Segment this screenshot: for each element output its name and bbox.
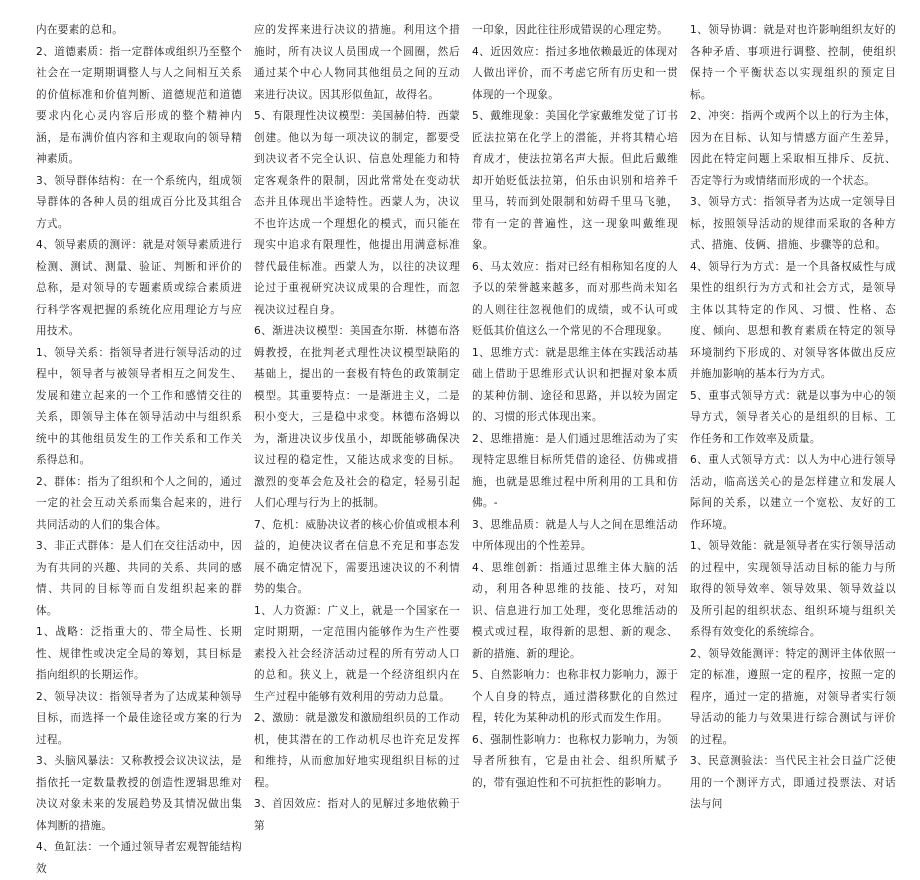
paragraph: 2、领导效能测评：特定的测评主体依照一定的标准，遵照一定的程序，按照一定的程序，通过一定的措施，对领导者实行领导活动的能力与效果进行综合测试与评价的过程。	[690, 647, 896, 746]
paragraph: 2、领导决议：指领导者为了达成某种领导目标，而选择一个最佳途径或方案的行为过程。	[36, 690, 242, 746]
paragraph: 1、人力资源：广义上，就是一个国家在一定时期期，一定范围内能够作为生产性要素投入社会经济活动过程的所有劳动人口的总和。狭义上，就是一个经济组织内在生产过程中能够有效利用的劳动力总量。	[254, 604, 460, 703]
paragraph: 3、民意测验法：当代民主社会日益广泛使用的一个测评方式，即通过投票法、对话法与问	[690, 755, 896, 810]
paragraph: 1、思维方式：就是思维主体在实践活动基础上借助于思维形式认识和把握对象本质的某种仿制、途径和思路，并以较为固定的、习惯的形式体现出来。	[472, 346, 678, 423]
paragraph: 应的发挥来进行决议的措施。利用这个措施时，所有决议人员围成一个圆圈，然后通过某个中心人物同其他组员之间的互动来进行决议。因其形似鱼缸，故得名。	[254, 24, 460, 101]
paragraph: 2、思维措施：是人们通过思维活动为了实现特定思维目标所凭借的途径、仿佛或措施，也就是思维过程中所利用的工具和仿佛。-	[472, 432, 678, 509]
paragraph: 1、领导协调：就是对也许影响组织友好的各种矛盾、事项进行调整、控制，使组织保持一个平衡状态以实现组织的预定目标。	[690, 24, 896, 101]
paragraph: 7、危机：威胁决议者的核心价值或根本利益的，迫使决议者在信息不充足和事态发展不确定情况下，需要迅速决议的不利情势的集合。	[254, 518, 460, 595]
paragraph: 3、领导方式：指领导者为达成一定领导目标，按照领导活动的规律而采取的各种方式、措施、伎俩、措施、步骤等的总和。	[690, 196, 896, 251]
paragraph: 5、戴维现象：美国化学家戴维发觉了订书匠法拉第在化学上的潜能，并将其精心培育成才，使法拉第名声大振。但此后戴维却开始贬低法拉第，伯乐由识别和培养千里马，转而到处限制和妨碍千里马飞驰，带有一定的普遍性，这一现象叫戴维现象。	[472, 110, 678, 251]
paragraph: 2、冲突：指两个或两个以上的行为主体，因为在目标、认知与情感方面产生差异，因此在特定问题上采取相互排斥、反抗、否定等行为或情绪而形成的一个状态。	[690, 110, 896, 187]
paragraph: 3、领导群体结构：在一个系统内，组成领导群体的各种人员的组成百分比及其组合方式。	[36, 174, 242, 230]
text-column-1	[36, 20, 242, 880]
paragraph: 4、领导行为方式：是一个具备权威性与成果性的组织行为方式和社会方式，是领导主体以其特定的作风、习惯、性格、态度、倾向、思想和教育素质在特定的领导环境制约下形成的、对领导客体做出反应并施加影响的基本行为方式。	[690, 260, 896, 380]
paragraph: 内在要素的总和。	[36, 24, 124, 36]
paragraph: 5、有限理性决议模型：美国赫伯特．西蒙创建。他以为每一项决议的制定，都要受到决议者不完全认识、信息处理能力和特定客观条件的限制，因此常常处在变动状态并且体现出半途特性。西蒙人为，决议不也许达成一个理想化的模式，而只能在现实中追求有限理性，他提出用满意标准替代最佳标准。西蒙人为，以往的决议理论过于重视研究决议成果的合理性，而忽视决议过程自身。	[254, 110, 460, 316]
text-column-3	[472, 20, 678, 880]
paragraph: 4、鱼缸法：一个通过领导者宏观智能结构效	[36, 841, 242, 875]
paragraph: 1、领导关系：指领导者进行领导活动的过程中，领导者与被领导者相互之间发生、发展和建立起来的一个工作和感情交往的关系，即领导主体在领导活动中与组织系统中的其他组员发生的工作关系和工作关系得总和。	[36, 346, 242, 466]
paragraph: 5、自然影响力：也称非权力影响力，源于个人自身的特点，通过潜移默化的自然过程，转化为某种动机的形式而发生作用。	[472, 669, 678, 724]
paragraph: 4、近因效应：指过多地依赖最近的体现对人做出评价，而不考虑它所有历史和一贯体现的一个现象。	[472, 45, 678, 101]
text-column-2	[254, 20, 460, 880]
paragraph: 1、领导效能：就是领导者在实行领导活动的过程中，实现领导活动目标的能力与所取得的领导效率、领导效果、领导效益以及所引起的组织状态、组织环境与组织关系得有效变化的系统综合。	[690, 540, 896, 638]
paragraph: 6、重人式领导方式：以人为中心进行领导活动，临高送关心的是怎样建立和发展人际间的关系，以建立一个宽松、友好的工作环境。	[690, 454, 896, 531]
paragraph: 1、战略：泛指重大的、带全局性、长期性、规律性或决定全局的筹划，其目标是指向组织的长期运作。	[36, 626, 242, 681]
paragraph: 2、道德素质：指一定群体或组织乃至整个社会在一定期期调整人与人之间相互关系的价值标准和价值判断、道德规范和道德要求内化心灵内容后形成的整个精神内涵，是布满价值内容和主观取向的领导精神素质。	[36, 45, 242, 165]
paragraph: 一印象，因此往往形成错误的心理定势。	[472, 24, 669, 36]
paragraph: 3、思维品质：就是人与人之间在思维活动中所体现出的个性差异。	[472, 518, 678, 552]
paragraph: 2、群体：指为了组织和个人之间的，通过一定的社会互动关系而集合起来的，进行共同活动的人们的集合体。	[36, 475, 242, 531]
paragraph: 3、非正式群体：是人们在交往活动中，因为有共同的兴趣、共同的关系、共同的感情、共同的目标等而自发组织起来的群体。	[36, 540, 242, 617]
paragraph: 3、首因效应：指对人的见解过多地依赖于第	[254, 798, 460, 832]
paragraph: 6、强制性影响力：也称权力影响力，为领导者所独有，它是由社会、组织所赋予的，带有强迫性和不可抗拒性的影响力。	[472, 733, 678, 789]
paragraph: 6、马太效应：指对已经有相称知名度的人予以的荣誉越来越多，而对那些尚未知名的人则往往忽视他们的成绩，或不认可或贬低其价值这么一个常见的不合理现象。	[472, 260, 678, 337]
paragraph: 4、思维创新：指通过思维主体大脑的活动，利用各种思维的技能、技巧，对知识、信息进行加工处理，变化思维活动的模式或过程，取得新的思想、新的观念、新的措施、新的理论。	[472, 561, 678, 660]
paragraph: 6、渐进决议模型：美国查尔斯．林德布洛姆教授，在批判老式理性决议模型缺陷的基础上，提出的一套极有特色的政策制定模型。其重要特点：一是渐进主义，二是积小变大，三是稳中求变。林德布洛姆以为，渐进决议步伐虽小，却既能够确保决议过程的稳定性，又能达成求变的目标。激烈的变革会危及社会的稳定，轻易引起人们心理与行为上的抵制。	[254, 325, 460, 509]
paragraph: 3、头脑风暴法：又称教授会议决议法，是指依托一定数量教授的创造性逻辑思维对决议对象未来的发展趋势及其情况做出集体判断的措施。	[36, 755, 242, 832]
text-column-4	[690, 20, 896, 880]
paragraph: 4、领导素质的测评：就是对领导素质进行检测、测试、测量、验证、判断和评价的总称，是对领导的专题素质或综合素质进行科学客观把握的系统化应用理论方与应用技术。	[36, 239, 242, 337]
paragraph: 2、激励：就是激发和激励组织员的工作动机，使其潜在的工作动机尽也许充足发挥和维持，从而愈加好地实现组织目标的过程。	[254, 712, 460, 789]
paragraph: 5、重事式领导方式：就是以事为中心的领导方式，领导者关心的是组织的目标、工作任务和工作效率及质量。	[690, 389, 896, 445]
